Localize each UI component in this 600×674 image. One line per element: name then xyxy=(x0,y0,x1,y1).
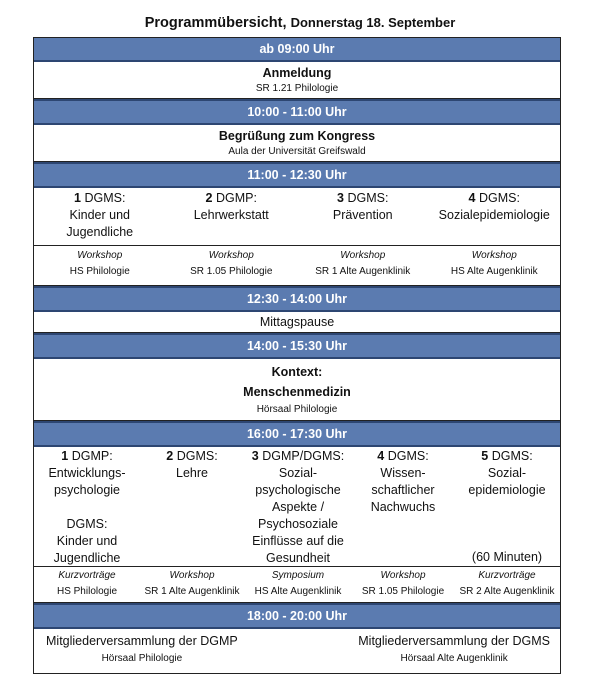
session-1100-3: 3 DGMS: Prävention xyxy=(332,191,393,222)
session-1100-4-meta: Workshop HS Alte Augenklinik xyxy=(450,250,538,277)
lunch-break: Mittagspause xyxy=(34,312,560,333)
time-bar-1000: 10:00 - 11:00 Uhr xyxy=(34,99,560,125)
session-1600-3-meta: Symposium HS Alte Augenklinik xyxy=(254,570,342,597)
session-1600-5-meta: Kurzvorträge SR 2 Alte Augenklinik xyxy=(459,570,555,597)
session-1600-4: 4 DGMS: Wissen- schaftlicher Nachwuchs xyxy=(370,449,436,514)
page-title xyxy=(0,15,600,31)
context-title-2: Menschenmedizin xyxy=(243,385,351,399)
assembly-dgms: Mitgliederversammlung der DGMS Hörsaal Alte Augenklinik xyxy=(358,634,550,664)
assembly-dgmp: Mitgliederversammlung der DGMP Hörsaal Philologie xyxy=(46,634,238,664)
workshops-1100 xyxy=(34,188,560,286)
session-1100-2-meta: Workshop SR 1.05 Philologie xyxy=(190,250,273,277)
context-block xyxy=(34,359,560,421)
session-1600-1: 1 DGMP: Entwicklungs- psychologie DGMS: Kinder und Jugendliche xyxy=(48,449,126,565)
session-1100-2: 2 DGMP: Lehrwerkstatt xyxy=(193,191,269,222)
session-1100-4: 4 DGMS: Sozialepidemiologie xyxy=(438,191,550,222)
session-1100-1: 1 DGMS: Kinder und Jugendliche xyxy=(66,191,134,239)
context-title-1: Kontext: xyxy=(271,365,323,379)
registration-room: SR 1.21 Philologie xyxy=(255,83,339,94)
session-1600-2-meta: Workshop SR 1 Alte Augenklinik xyxy=(144,570,240,597)
session-1100-1-meta: Workshop HS Philologie xyxy=(69,250,130,277)
session-1600-3: 3 DGMP/DGMS: Sozial- psychologische Aspekte / Psychosoziale Einflüsse auf die Gesundheit xyxy=(251,449,345,565)
registration-block xyxy=(34,62,560,99)
time-bar-0900: ab 09:00 Uhr xyxy=(34,38,560,62)
session-1600-4-meta: Workshop SR 1.05 Philologie xyxy=(361,570,445,597)
welcome-room: Aula der Universität Greifswald xyxy=(228,146,366,157)
session-1100-3-meta: Workshop SR 1 Alte Augenklinik xyxy=(315,250,411,277)
time-bar-1600: 16:00 - 17:30 Uhr xyxy=(34,421,560,447)
program-table xyxy=(33,37,561,674)
registration-title: Anmeldung xyxy=(262,66,332,80)
session-1600-5: 5 DGMS: Sozial- epidemiologie (60 Minuten) xyxy=(454,448,560,566)
sessions-1600 xyxy=(34,447,560,603)
general-assemblies xyxy=(34,629,560,673)
time-bar-1230: 12:30 - 14:00 Uhr xyxy=(34,286,560,312)
time-bar-1800: 18:00 - 20:00 Uhr xyxy=(34,603,560,629)
welcome-title: Begrüßung zum Kongress xyxy=(218,129,376,143)
session-1600-5-note: (60 Minuten) xyxy=(471,550,543,564)
time-bar-1100: 11:00 - 12:30 Uhr xyxy=(34,162,560,188)
time-bar-1400: 14:00 - 15:30 Uhr xyxy=(34,333,560,359)
title-main: Programmübersicht, xyxy=(144,15,287,31)
title-date: Donnerstag 18. September xyxy=(290,15,456,30)
session-1600-2: 2 DGMS: Lehre xyxy=(166,449,218,480)
context-room: Hörsaal Philologie xyxy=(256,404,338,415)
welcome-block xyxy=(34,125,560,162)
session-1600-1-meta: Kurzvorträge HS Philologie xyxy=(56,570,118,597)
